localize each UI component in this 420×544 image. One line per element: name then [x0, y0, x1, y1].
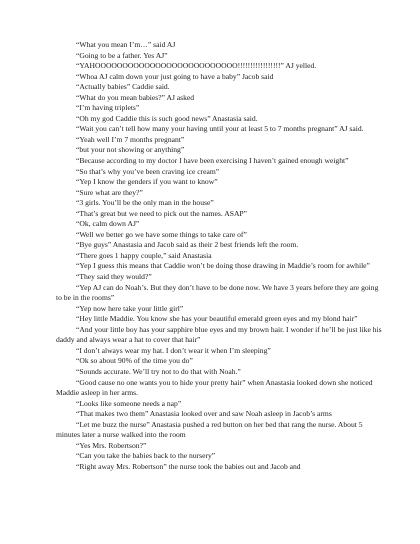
paragraph: “Wait you can’t tell how many your having until your at least 5 to 7 months pregnant” AJ said.: [76, 124, 364, 134]
paragraph: “Yep now here take your little girl”: [76, 303, 184, 313]
paragraph: “Yes Mrs. Robertson?”: [76, 440, 147, 450]
paragraph: “Yep AJ can do Noah’s. But they don’t have to be done now. We have 3 years before they are going to be in the rooms”: [56, 282, 379, 303]
paragraph: “Bye guys” Anastasia and Jacob said as their 2 best friends left the room.: [76, 240, 299, 250]
paragraph: “Because according to my doctor I have been exercising I haven’t gained enough weight”: [76, 156, 349, 166]
paragraph: “Actually babies” Caddie said.: [76, 82, 170, 92]
paragraph: “Hey little Maddie. You know she has your beautiful emerald green eyes and my blond hair”: [76, 314, 358, 324]
paragraph: “Sounds accurate. We’ll try not to do that with Noah.”: [76, 366, 241, 376]
paragraph: “They said they would?”: [76, 272, 152, 282]
paragraph: “YAHOOOOOOOOOOOOOOOOOOOOOOOOOO!!!!!!!!!!!!!!!!!” AJ yelled.: [76, 61, 317, 71]
paragraph: “Oh my god Caddie this is such good news” Anastasia said.: [76, 113, 258, 123]
paragraph: “but your not showing or anything”: [76, 145, 185, 155]
paragraph: “What do you mean babies?” AJ asked: [76, 92, 195, 102]
paragraph: “Going to be a father. Yes AJ”: [76, 50, 168, 60]
paragraph: “Right away Mrs. Robertson” the nurse took the babies out and Jacob and: [76, 461, 301, 471]
document-page: [56, 40, 386, 472]
paragraph: “Well we better go we have some things to take care of”: [76, 229, 247, 239]
paragraph: “Yeah well I’m 7 months pregnant”: [76, 134, 185, 144]
paragraph: “Whoa AJ calm down your just going to have a baby” Jacob said: [76, 71, 274, 81]
paragraph: “Ok, calm down AJ”: [76, 219, 140, 229]
paragraph: “That’s great but we need to pick out the names. ASAP”: [76, 208, 248, 218]
paragraph: “Yep I know the genders if you want to know”: [76, 177, 218, 187]
paragraph: “Let me buzz the nurse” Anastasia pushed a red button on her bed that rang the nurse. About 5 minutes later a nurse walked into the room: [56, 419, 363, 440]
paragraph: “There goes 1 happy couple,” said Anastasia: [76, 250, 212, 260]
paragraph: “Can you take the babies back to the nursery”: [76, 451, 216, 461]
paragraph: “Good cause no one wants you to hide your pretty hair” when Anastasia looked down she noticed Maddie asleep in her arms.: [56, 377, 373, 398]
paragraph: “What you mean I’m…” said AJ: [76, 40, 176, 49]
paragraph: “So that’s why you’ve been craving ice cream”: [76, 166, 220, 176]
paragraph: “And your little boy has your sapphire blue eyes and my brown hair. I wonder if he’ll be just like his daddy and always wear a hat to cover that hair”: [56, 324, 382, 345]
paragraph: “Ok so about 90% of the time you do”: [76, 356, 193, 366]
paragraph: “Yep I guess this means that Caddie won’t be doing those drawing in Maddie’s room for awhile”: [76, 261, 370, 271]
paragraph: “I’m having triplets”: [76, 103, 140, 113]
paragraph: “Sure what are they?”: [76, 187, 143, 197]
paragraph: “Looks like someone needs a nap”: [76, 398, 182, 408]
paragraph: “3 girls. You’ll be the only man in the house”: [76, 198, 214, 208]
paragraph: “That makes two them” Anastasia looked over and saw Noah asleep in Jacob’s arms: [76, 409, 332, 419]
paragraph: “I don’t always wear my hat. I don’t wear it when I’m sleeping”: [76, 345, 271, 355]
